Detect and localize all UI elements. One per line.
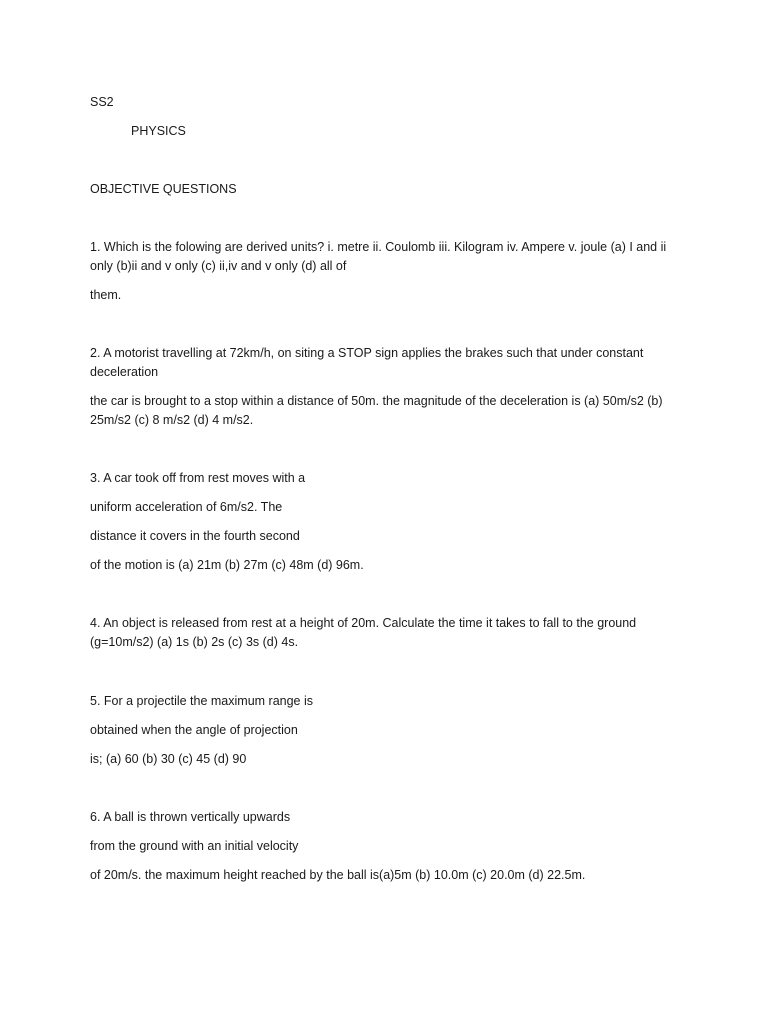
question-3-line-1: 3. A car took off from rest moves with a bbox=[90, 471, 306, 485]
question-3-line-4: of the motion is (a) 21m (b) 27m (c) 48m (d) 96m. bbox=[90, 558, 364, 572]
question-5-line-1: 5. For a projectile the maximum range is bbox=[90, 694, 314, 708]
question-5-line-3: is; (a) 60 (b) 30 (c) 45 (d) 90 bbox=[90, 752, 247, 766]
question-3-line-3: distance it covers in the fourth second bbox=[90, 529, 300, 543]
question-6-line-1: 6. A ball is thrown vertically upwards bbox=[90, 810, 291, 824]
question-4-text: 4. An object is released from rest at a height of 20m. Calculate the time it takes to fall to the ground (g=10m/s2) (a) 1s (b) 2s (c) 3s (d) 4s. bbox=[90, 616, 637, 649]
question-6-line-2: from the ground with an initial velocity bbox=[90, 839, 299, 853]
question-6-line-3: of 20m/s. the maximum height reached by the ball is(a)5m (b) 10.0m (c) 20.0m (d) 22.5m. bbox=[90, 868, 586, 882]
question-5-line-2: obtained when the angle of projection bbox=[90, 723, 298, 737]
question-1-continuation: them. bbox=[90, 288, 122, 302]
question-3-line-2: uniform acceleration of 6m/s2. The bbox=[90, 500, 283, 514]
section-title: OBJECTIVE QUESTIONS bbox=[90, 182, 237, 196]
subject-heading: PHYSICS bbox=[131, 124, 186, 138]
class-label: SS2 bbox=[90, 95, 114, 109]
question-2-continuation: the car is brought to a stop within a distance of 50m. the magnitude of the deceleration is (a) 50m/s2 (b) 25m/s2 (c) 8 m/s2 (d) 4 m/s2. bbox=[90, 394, 663, 427]
question-1-text: 1. Which is the folowing are derived units? i. metre ii. Coulomb iii. Kilogram iv. Ampere v. joule (a) I and ii only (b)ii and v only (c) ii,iv and v only (d) all of bbox=[90, 240, 667, 273]
question-2-text: 2. A motorist travelling at 72km/h, on siting a STOP sign applies the brakes such that under constant deceleration bbox=[90, 346, 644, 379]
